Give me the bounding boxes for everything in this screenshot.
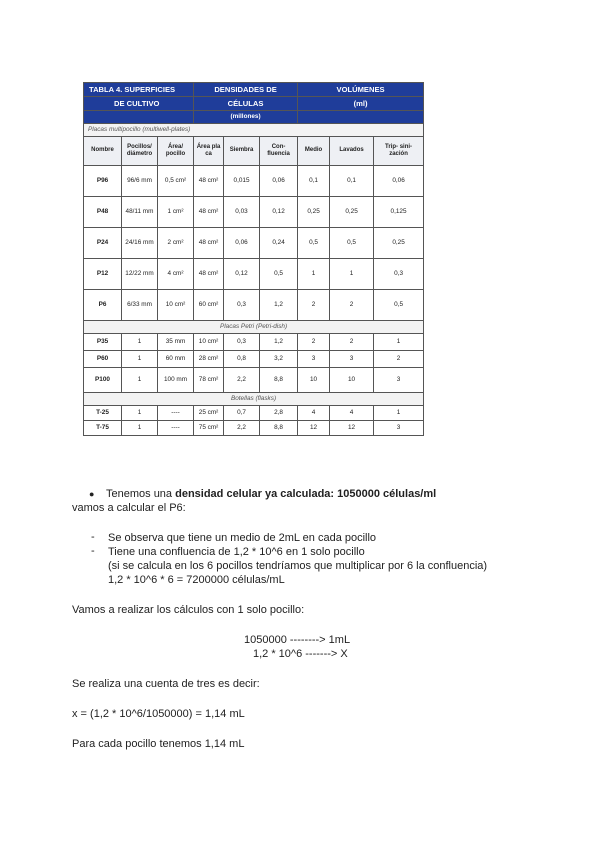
col-header: Siembra bbox=[224, 137, 260, 166]
cell: 0,015 bbox=[224, 166, 260, 197]
table-title-surfaces-2: DE CULTIVO bbox=[84, 97, 194, 111]
col-header: Con- fluencia bbox=[260, 137, 298, 166]
cell: 3 bbox=[330, 351, 374, 368]
cell: T-75 bbox=[84, 421, 122, 436]
dash-marker: - bbox=[91, 545, 95, 557]
cell: P35 bbox=[84, 334, 122, 351]
cell: 1 cm² bbox=[158, 197, 194, 228]
column-header-row bbox=[84, 137, 424, 166]
cell: 3 bbox=[374, 368, 424, 393]
cell: 75 cm² bbox=[194, 421, 224, 436]
cell: 60 mm bbox=[158, 351, 194, 368]
cell: 8,8 bbox=[260, 368, 298, 393]
cell: 0,1 bbox=[298, 166, 330, 197]
cell: 12 bbox=[298, 421, 330, 436]
cell: 10 cm² bbox=[158, 290, 194, 321]
table-row bbox=[84, 368, 424, 393]
cell: 1 bbox=[122, 368, 158, 393]
col-header: Trip- sini- zación bbox=[374, 137, 424, 166]
cell: 10 bbox=[298, 368, 330, 393]
bullet-line bbox=[106, 487, 436, 501]
cell: 100 mm bbox=[158, 368, 194, 393]
cell: 0,8 bbox=[224, 351, 260, 368]
cell: P24 bbox=[84, 228, 122, 259]
col-header: Área/ pocillo bbox=[158, 137, 194, 166]
cell: 1 bbox=[374, 406, 424, 421]
cell: P96 bbox=[84, 166, 122, 197]
cell: 48 cm² bbox=[194, 197, 224, 228]
table-row bbox=[84, 421, 424, 436]
cell: 4 cm² bbox=[158, 259, 194, 290]
cell: 0,06 bbox=[260, 166, 298, 197]
dash-marker: - bbox=[91, 531, 95, 543]
cell: 0,5 bbox=[374, 290, 424, 321]
cell: 1,2 bbox=[260, 334, 298, 351]
cell: 0,125 bbox=[374, 197, 424, 228]
section-petri: Placas Petri (Petri-dish) bbox=[84, 321, 424, 334]
cell: P60 bbox=[84, 351, 122, 368]
table-title-densities: DENSIDADES DE bbox=[194, 83, 298, 97]
cell: 3 bbox=[374, 421, 424, 436]
cell: 0,3 bbox=[224, 334, 260, 351]
intro-calc: Vamos a realizar los cálculos con 1 solo pocillo: bbox=[72, 604, 305, 616]
cell: 0,7 bbox=[224, 406, 260, 421]
culture-surfaces-table bbox=[83, 82, 424, 436]
col-header: Nombre bbox=[84, 137, 122, 166]
bullet-bold-density: densidad celular ya calculada: 1050000 células/ml bbox=[175, 488, 437, 500]
table-title-densities-2: CÉLULAS bbox=[194, 97, 298, 111]
cell: 0,3 bbox=[374, 259, 424, 290]
col-header: Pocillos/ diámetro bbox=[122, 137, 158, 166]
col-header: Área pla ca bbox=[194, 137, 224, 166]
table-row bbox=[84, 351, 424, 368]
rule-of-three-line-1: 1050000 --------> 1mL bbox=[244, 634, 351, 646]
cell: 96/6 mm bbox=[122, 166, 158, 197]
cell: T-25 bbox=[84, 406, 122, 421]
cell: 12 bbox=[330, 421, 374, 436]
formula-text: x = (1,2 * 10^6/1050000) = 1,14 mL bbox=[72, 708, 245, 720]
cell: 2 bbox=[298, 290, 330, 321]
cell: 0,5 cm² bbox=[158, 166, 194, 197]
cell: 48 cm² bbox=[194, 228, 224, 259]
cell: 10 bbox=[330, 368, 374, 393]
cell: 48 cm² bbox=[194, 166, 224, 197]
table-row bbox=[84, 290, 424, 321]
cell: 0,25 bbox=[330, 197, 374, 228]
cell: 24/16 mm bbox=[122, 228, 158, 259]
dash-item-2: Tiene una confluencia de 1,2 * 10^6 en 1 solo pocillo bbox=[108, 546, 365, 558]
table-row bbox=[84, 334, 424, 351]
cell: 2 bbox=[374, 351, 424, 368]
cell: 2,2 bbox=[224, 368, 260, 393]
cell: 0,24 bbox=[260, 228, 298, 259]
cell: 1 bbox=[374, 334, 424, 351]
cell: 4 bbox=[330, 406, 374, 421]
bullet-dot-icon: ● bbox=[89, 489, 95, 499]
col-header: Lavados bbox=[330, 137, 374, 166]
cell: P100 bbox=[84, 368, 122, 393]
cell: 0,1 bbox=[330, 166, 374, 197]
cell: 4 bbox=[298, 406, 330, 421]
cell: 0,5 bbox=[330, 228, 374, 259]
cell: 48 cm² bbox=[194, 259, 224, 290]
cell: 0,12 bbox=[260, 197, 298, 228]
table-title-millions: (millones) bbox=[194, 111, 298, 124]
cell: 78 cm² bbox=[194, 368, 224, 393]
cell: 1 bbox=[122, 334, 158, 351]
cell: 0,3 bbox=[224, 290, 260, 321]
cell: 8,8 bbox=[260, 421, 298, 436]
section-flasks: Botellas (flasks) bbox=[84, 393, 424, 406]
cell: 0,06 bbox=[224, 228, 260, 259]
cell: P48 bbox=[84, 197, 122, 228]
cell: 2 bbox=[330, 290, 374, 321]
cell: 0,25 bbox=[374, 228, 424, 259]
cell: ---- bbox=[158, 406, 194, 421]
table-row bbox=[84, 228, 424, 259]
cell: 1 bbox=[122, 351, 158, 368]
line-vamos: vamos a calcular el P6: bbox=[72, 502, 186, 514]
cell: 2,2 bbox=[224, 421, 260, 436]
col-header: Medio bbox=[298, 137, 330, 166]
cell: 1,2 bbox=[260, 290, 298, 321]
cell: 0,03 bbox=[224, 197, 260, 228]
cell: 0,5 bbox=[298, 228, 330, 259]
rule-of-three-line-2: 1,2 * 10^6 -------> X bbox=[253, 648, 348, 660]
table-row bbox=[84, 259, 424, 290]
cell: 12/22 mm bbox=[122, 259, 158, 290]
cell: 0,12 bbox=[224, 259, 260, 290]
cell: 1 bbox=[330, 259, 374, 290]
cell: 3 bbox=[298, 351, 330, 368]
cell: 0,5 bbox=[260, 259, 298, 290]
cell: 35 mm bbox=[158, 334, 194, 351]
cell: 2,8 bbox=[260, 406, 298, 421]
table-title-volumes-2: (ml) bbox=[298, 97, 424, 111]
cell: 1 bbox=[298, 259, 330, 290]
cell: 2 bbox=[298, 334, 330, 351]
cell: 6/33 mm bbox=[122, 290, 158, 321]
cell: 0,25 bbox=[298, 197, 330, 228]
bullet-prefix: Tenemos una bbox=[106, 488, 176, 500]
cell: 1 bbox=[122, 406, 158, 421]
cell: 28 cm² bbox=[194, 351, 224, 368]
cell: P6 bbox=[84, 290, 122, 321]
cell: 2 bbox=[330, 334, 374, 351]
dash-item-1: Se observa que tiene un medio de 2mL en cada pocillo bbox=[108, 532, 377, 544]
culture-surfaces-table-figure bbox=[83, 82, 423, 457]
conclusion-text: Para cada pocillo tenemos 1,14 mL bbox=[72, 738, 245, 750]
table-row bbox=[84, 406, 424, 421]
dash-item-2-sub1: (si se calcula en los 6 pocillos tendríamos que multiplicar por 6 la confluencia) bbox=[108, 560, 488, 572]
table-title-surfaces: TABLA 4. SUPERFICIES bbox=[84, 83, 194, 97]
cell: ---- bbox=[158, 421, 194, 436]
cell: 60 cm² bbox=[194, 290, 224, 321]
cell: 0,06 bbox=[374, 166, 424, 197]
cell: P12 bbox=[84, 259, 122, 290]
table-title-volumes: VOLÚMENES bbox=[298, 83, 424, 97]
cell: 25 cm² bbox=[194, 406, 224, 421]
regla-text: Se realiza una cuenta de tres es decir: bbox=[72, 678, 260, 690]
cell: 48/11 mm bbox=[122, 197, 158, 228]
table-row bbox=[84, 197, 424, 228]
table-row bbox=[84, 166, 424, 197]
cell: 2 cm² bbox=[158, 228, 194, 259]
cell: 10 cm² bbox=[194, 334, 224, 351]
cell: 1 bbox=[122, 421, 158, 436]
section-multiwell: Placas multipocillo (multiwell-plates) bbox=[84, 124, 424, 137]
cell: 3,2 bbox=[260, 351, 298, 368]
dash-item-2-sub2: 1,2 * 10^6 * 6 = 7200000 células/mL bbox=[108, 574, 285, 586]
